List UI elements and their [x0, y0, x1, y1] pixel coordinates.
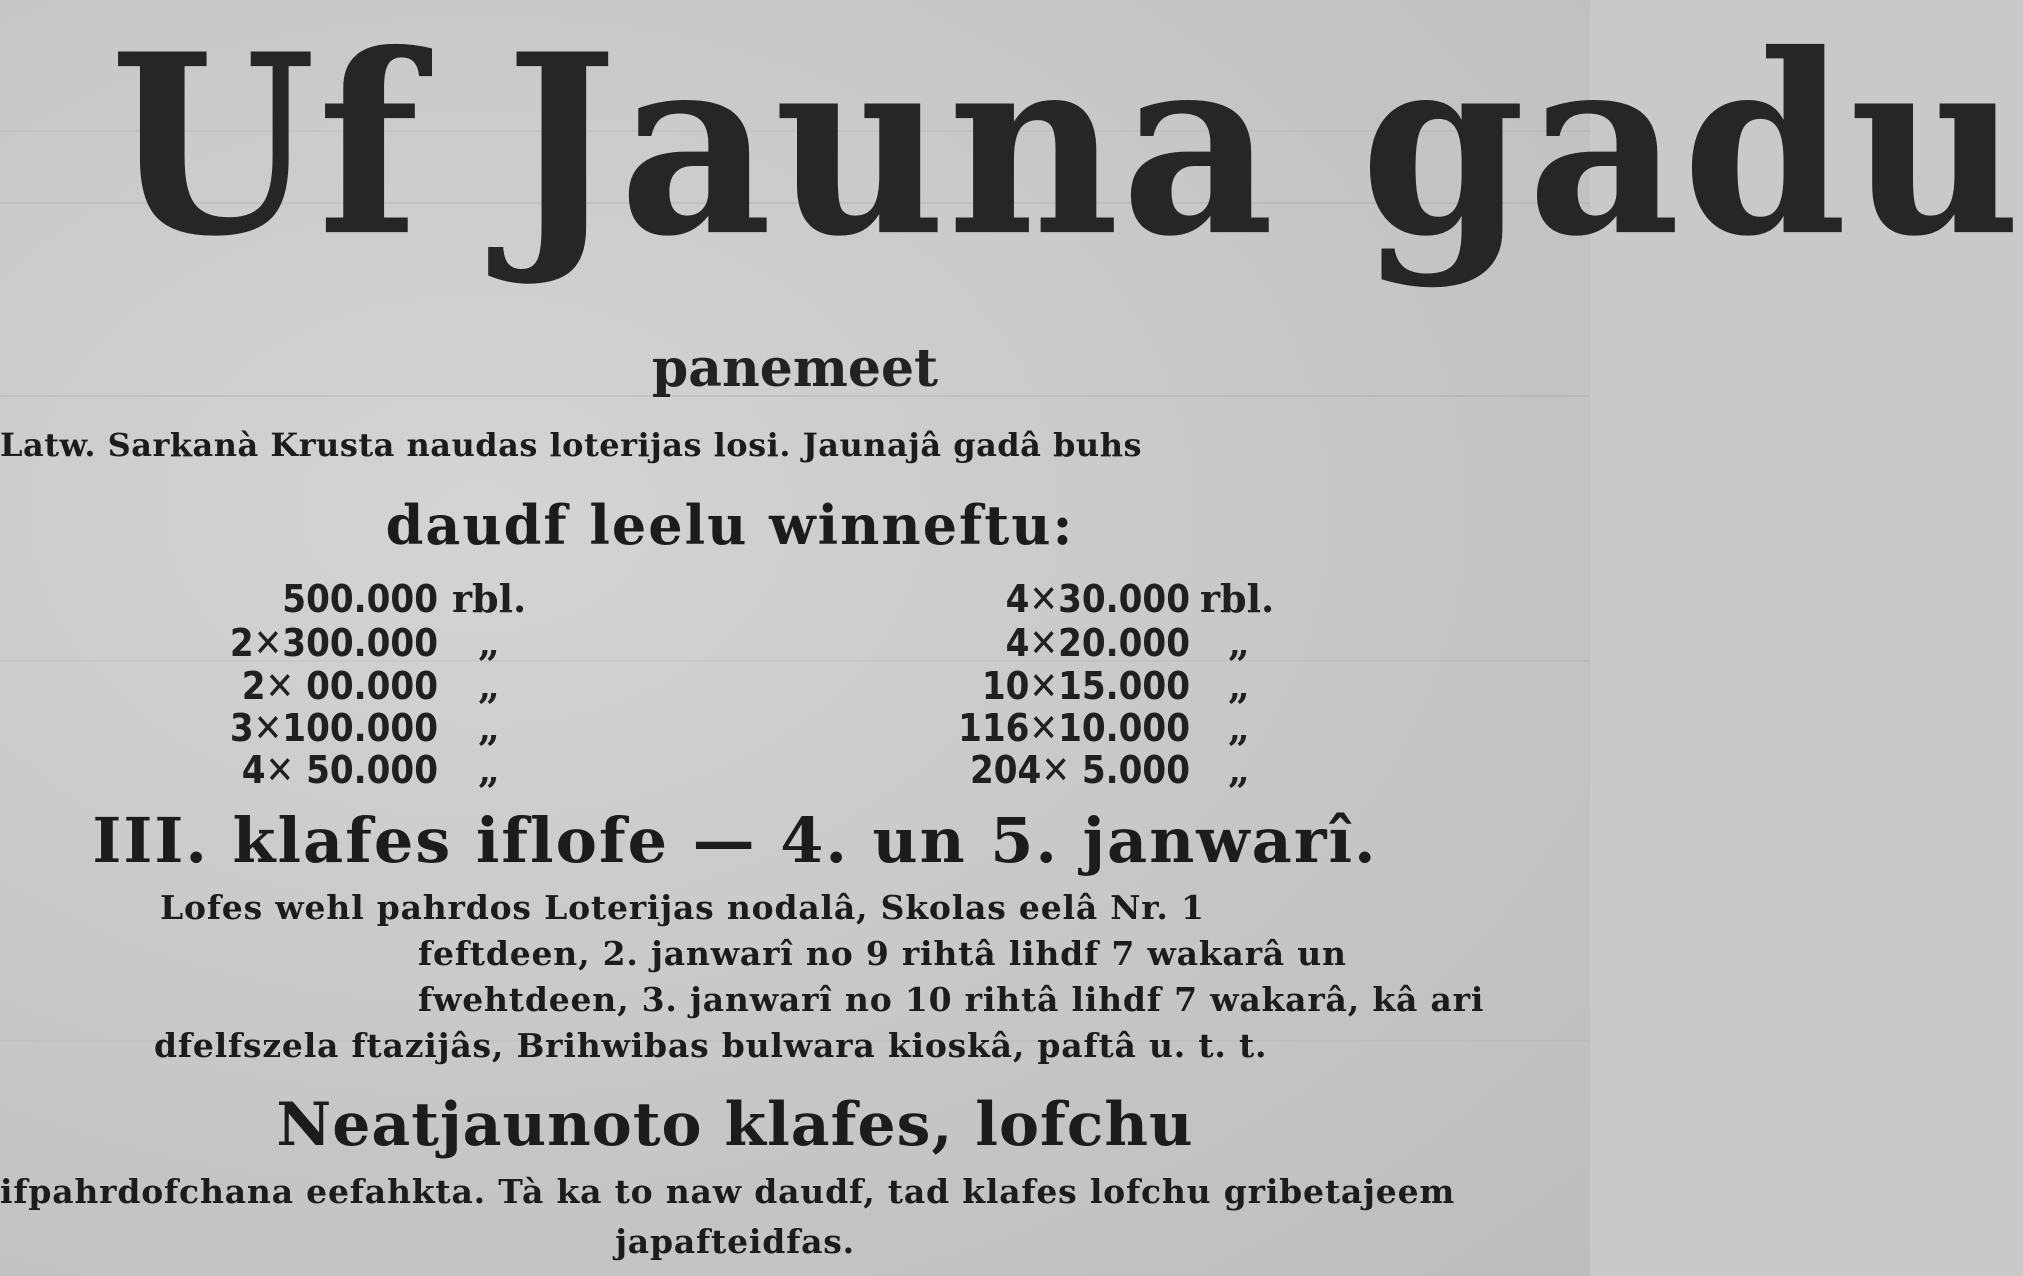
prize-row: [700, 577, 1290, 621]
prize-row: [0, 576, 527, 621]
prize-row: [700, 664, 1290, 708]
prize-amount: 3✕100.000: [229, 706, 438, 750]
sales-line-1: Lofes wehl pahrdos Loterijas nodalâ, Skolas eelâ Nr. 1: [160, 888, 1205, 927]
prize-amount: 4✕ 50.000: [241, 748, 438, 792]
prize-unit: „: [478, 620, 500, 665]
closing-line-2: japafteidfas.: [615, 1222, 855, 1261]
intro-line: Latw. Sarkanà Krusta naudas loterijas losi. Jaunajâ gadâ buhs: [0, 426, 1142, 464]
prize-amount: 116✕10.000: [958, 706, 1190, 750]
prize-unit: „: [1228, 663, 1250, 708]
sales-line-3: fwehtdeen, 3. janwarî no 10 rihtâ lihdf 7 wakarâ, kâ ari: [418, 980, 1485, 1019]
draw-dates: III. klafes iflofe — 4. un 5. janwarî.: [92, 804, 1378, 877]
prize-amount: 4✕20.000: [1005, 621, 1190, 665]
prize-unit: „: [1228, 620, 1250, 665]
prize-row: [0, 706, 520, 750]
prize-unit: rbl.: [1200, 576, 1275, 621]
prize-row: [0, 748, 520, 792]
subheading: panemeet: [651, 338, 939, 399]
sales-line-4: dfelfszela ftazijâs, Brihwibas bulwara kioskâ, paftâ u. t. t.: [154, 1026, 1268, 1065]
prize-amount: 4✕30.000: [1005, 577, 1190, 621]
prize-row: [700, 706, 1290, 750]
prizes-heading: daudf leelu winneftu:: [385, 493, 1075, 557]
prize-amount: 2✕ 00.000: [241, 664, 438, 708]
sales-line-2: feftdeen, 2. janwarî no 9 rihtâ lihdf 7 wakarâ un: [418, 934, 1347, 973]
prize-unit: „: [1228, 747, 1250, 792]
prize-unit: „: [478, 705, 500, 750]
prize-amount: 500.000: [282, 577, 438, 621]
prize-row: [700, 748, 1290, 792]
prize-row: [0, 621, 520, 665]
headline: Uf Jauna gadu: [110, 0, 2023, 291]
prize-unit: „: [478, 663, 500, 708]
closing-line-1: ifpahrdofchana eefahkta. Tà ka to naw daudf, tad klafes lofchu gribetajeem: [0, 1172, 1456, 1211]
unrenewed-heading: Neatjaunoto klafes, lofchu: [276, 1090, 1194, 1160]
prize-unit: „: [478, 747, 500, 792]
prize-row: [700, 621, 1290, 665]
prize-row: [0, 664, 520, 708]
prize-amount: 2✕300.000: [229, 621, 438, 665]
prize-amount: 204✕ 5.000: [969, 748, 1190, 792]
prize-unit: „: [1228, 705, 1250, 750]
prize-unit: rbl.: [452, 576, 527, 621]
prize-amount: 10✕15.000: [981, 664, 1190, 708]
